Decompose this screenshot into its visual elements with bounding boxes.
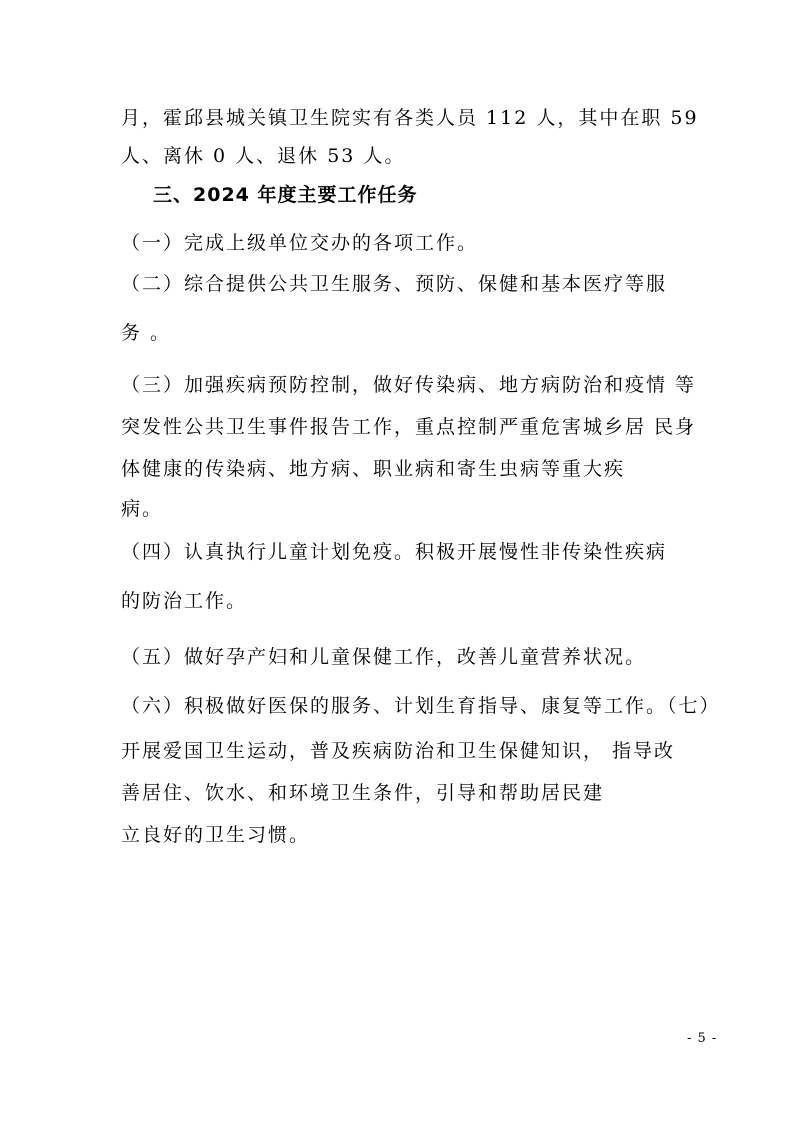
task-item-6-7-line-1: （六）积极做好医保的服务、计划生育指导、康复等工作。（七）	[121, 695, 721, 717]
task-item-3-line-4: 病。	[121, 498, 164, 520]
section-heading-2024-tasks: 三、2024 年度主要工作任务	[153, 184, 418, 206]
paragraph-line-staff-count: 月，霍邱县城关镇卫生院实有各类人员 112 人，其中在职 59	[121, 107, 699, 129]
task-item-4-line-1: （四）认真执行儿童计划免疫。积极开展慢性非传染性疾病	[121, 541, 668, 563]
task-item-2-line-2: 务 。	[121, 322, 172, 344]
task-item-7-line-4: 立良好的卫生习惯。	[121, 824, 311, 846]
task-item-2-line-1: （二）综合提供公共卫生服务、预防、保健和基本医疗等服	[121, 273, 668, 295]
page-number: - 5 -	[687, 1031, 718, 1046]
task-item-3-line-3: 体健康的传染病、地方病、职业病和寄生虫病等重大疾	[121, 458, 626, 480]
task-item-7-line-3: 善居住、饮水、和环境卫生条件，引导和帮助居民建	[121, 782, 605, 804]
task-item-3-line-2: 突发性公共卫生事件报告工作，重点控制严重危害城乡居 民身	[121, 416, 697, 438]
paragraph-line-staff-breakdown: 人、离休 0 人、退休 53 人。	[121, 145, 406, 167]
task-item-5: （五）做好孕产妇和儿童保健工作，改善儿童营养状况。	[121, 646, 647, 668]
task-item-3-line-1: （三）加强疾病预防控制，做好传染病、地方病防治和疫情 等	[121, 374, 697, 396]
task-item-7-line-2: 开展爱国卫生运动，普及疾病防治和卫生保健知识， 指导改	[121, 740, 676, 762]
task-item-1: （一）完成上级单位交办的各项工作。	[121, 232, 479, 254]
task-item-4-line-2: 的防治工作。	[121, 590, 248, 612]
